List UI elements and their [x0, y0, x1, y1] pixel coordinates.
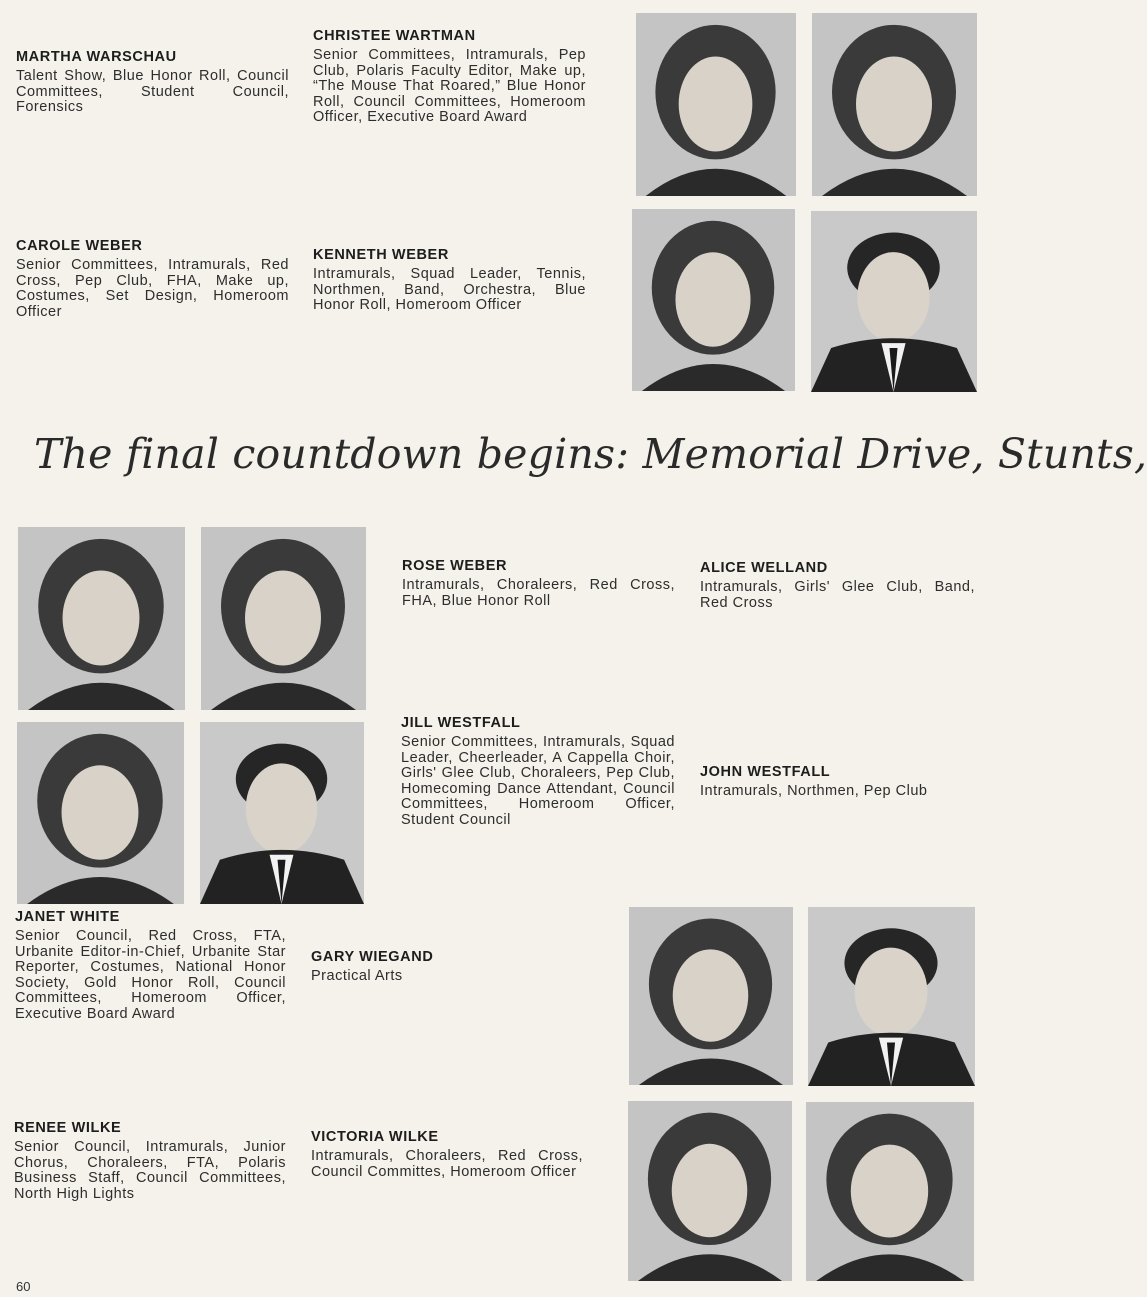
portrait-photo-jill-westfall	[17, 722, 184, 904]
senior-activities: Senior Committees, Intramurals, Squad Leader, Cheerleader, A Cappella Choir, Girls' Glee Club, Choraleers, Pep Club, Homecoming Dance Attendant, Council Committees, Homeroom Officer, Student Council	[401, 734, 675, 828]
portrait-photo-martha-warschau	[812, 13, 977, 196]
senior-activities: Practical Arts	[311, 968, 403, 984]
portrait-photo-kenneth-weber	[811, 211, 977, 392]
senior-activities: Talent Show, Blue Honor Roll, Council Committees, Student Council, Forensics	[16, 68, 289, 115]
senior-name: JOHN WESTFALL	[700, 764, 831, 780]
senior-name: VICTORIA WILKE	[311, 1129, 439, 1145]
senior-entry-gary-wiegand	[311, 949, 584, 985]
senior-name: KENNETH WEBER	[313, 247, 449, 263]
senior-entry-alice-welland	[700, 560, 975, 611]
senior-name: ALICE WELLAND	[700, 560, 828, 576]
page-headline: The final countdown begins: Memorial Drive, Stunts,	[34, 430, 1147, 478]
senior-activities: Intramurals, Girls' Glee Club, Band, Red Cross	[700, 579, 975, 611]
senior-name: GARY WIEGAND	[311, 949, 434, 965]
page-number: 60	[16, 1279, 31, 1294]
senior-entry-kenneth-weber	[313, 247, 586, 314]
portrait-photo-victoria-wilke	[806, 1102, 974, 1281]
portrait-photo-christee-wartman	[636, 13, 796, 196]
senior-entry-christee-wartman	[313, 28, 586, 126]
senior-name: JANET WHITE	[15, 909, 120, 925]
portrait-photo-alice-welland	[201, 527, 366, 710]
senior-activities: Intramurals, Squad Leader, Tennis, Northmen, Band, Orchestra, Blue Honor Roll, Homeroom Officer	[313, 266, 586, 313]
portrait-photo-gary-wiegand	[808, 907, 975, 1086]
portrait-photo-renee-wilke	[628, 1101, 792, 1281]
senior-entry-victoria-wilke	[311, 1129, 583, 1180]
senior-name: CHRISTEE WARTMAN	[313, 28, 476, 44]
senior-entry-john-westfall	[700, 764, 975, 800]
senior-entry-rose-weber	[402, 558, 675, 609]
senior-name: MARTHA WARSCHAU	[16, 49, 177, 65]
senior-activities: Senior Council, Intramurals, Junior Chorus, Choraleers, FTA, Polaris Business Staff, Council Committees, North High Lights	[14, 1139, 286, 1202]
senior-name: ROSE WEBER	[402, 558, 508, 574]
senior-entry-carole-weber	[16, 238, 289, 320]
senior-entry-jill-westfall	[401, 715, 675, 828]
senior-activities: Senior Committees, Intramurals, Pep Club, Polaris Faculty Editor, Make up, “The Mouse That Roared,” Blue Honor Roll, Council Committees, Homeroom Officer, Executive Board Award	[313, 47, 586, 125]
senior-name: CAROLE WEBER	[16, 238, 143, 254]
senior-name: RENEE WILKE	[14, 1120, 122, 1136]
portrait-photo-rose-weber	[18, 527, 185, 710]
senior-entry-janet-white	[15, 909, 286, 1022]
senior-activities: Senior Council, Red Cross, FTA, Urbanite Editor-in-Chief, Urbanite Star Reporter, Costumes, National Honor Society, Gold Honor Roll, Council Committees, Homeroom Officer, Executive Board Award	[15, 928, 286, 1022]
portrait-photo-janet-white	[629, 907, 793, 1085]
senior-activities: Intramurals, Northmen, Pep Club	[700, 783, 928, 799]
senior-name: JILL WESTFALL	[401, 715, 521, 731]
portrait-photo-carole-weber	[632, 209, 795, 391]
portrait-photo-john-westfall	[200, 722, 364, 904]
senior-activities: Intramurals, Choraleers, Red Cross, Council Committes, Homeroom Officer	[311, 1148, 583, 1180]
senior-activities: Senior Committees, Intramurals, Red Cross, Pep Club, FHA, Make up, Costumes, Set Design, Homeroom Officer	[16, 257, 289, 320]
senior-activities: Intramurals, Choraleers, Red Cross, FHA, Blue Honor Roll	[402, 577, 675, 609]
senior-entry-renee-wilke	[14, 1120, 286, 1202]
senior-entry-martha-warschau	[16, 49, 289, 116]
